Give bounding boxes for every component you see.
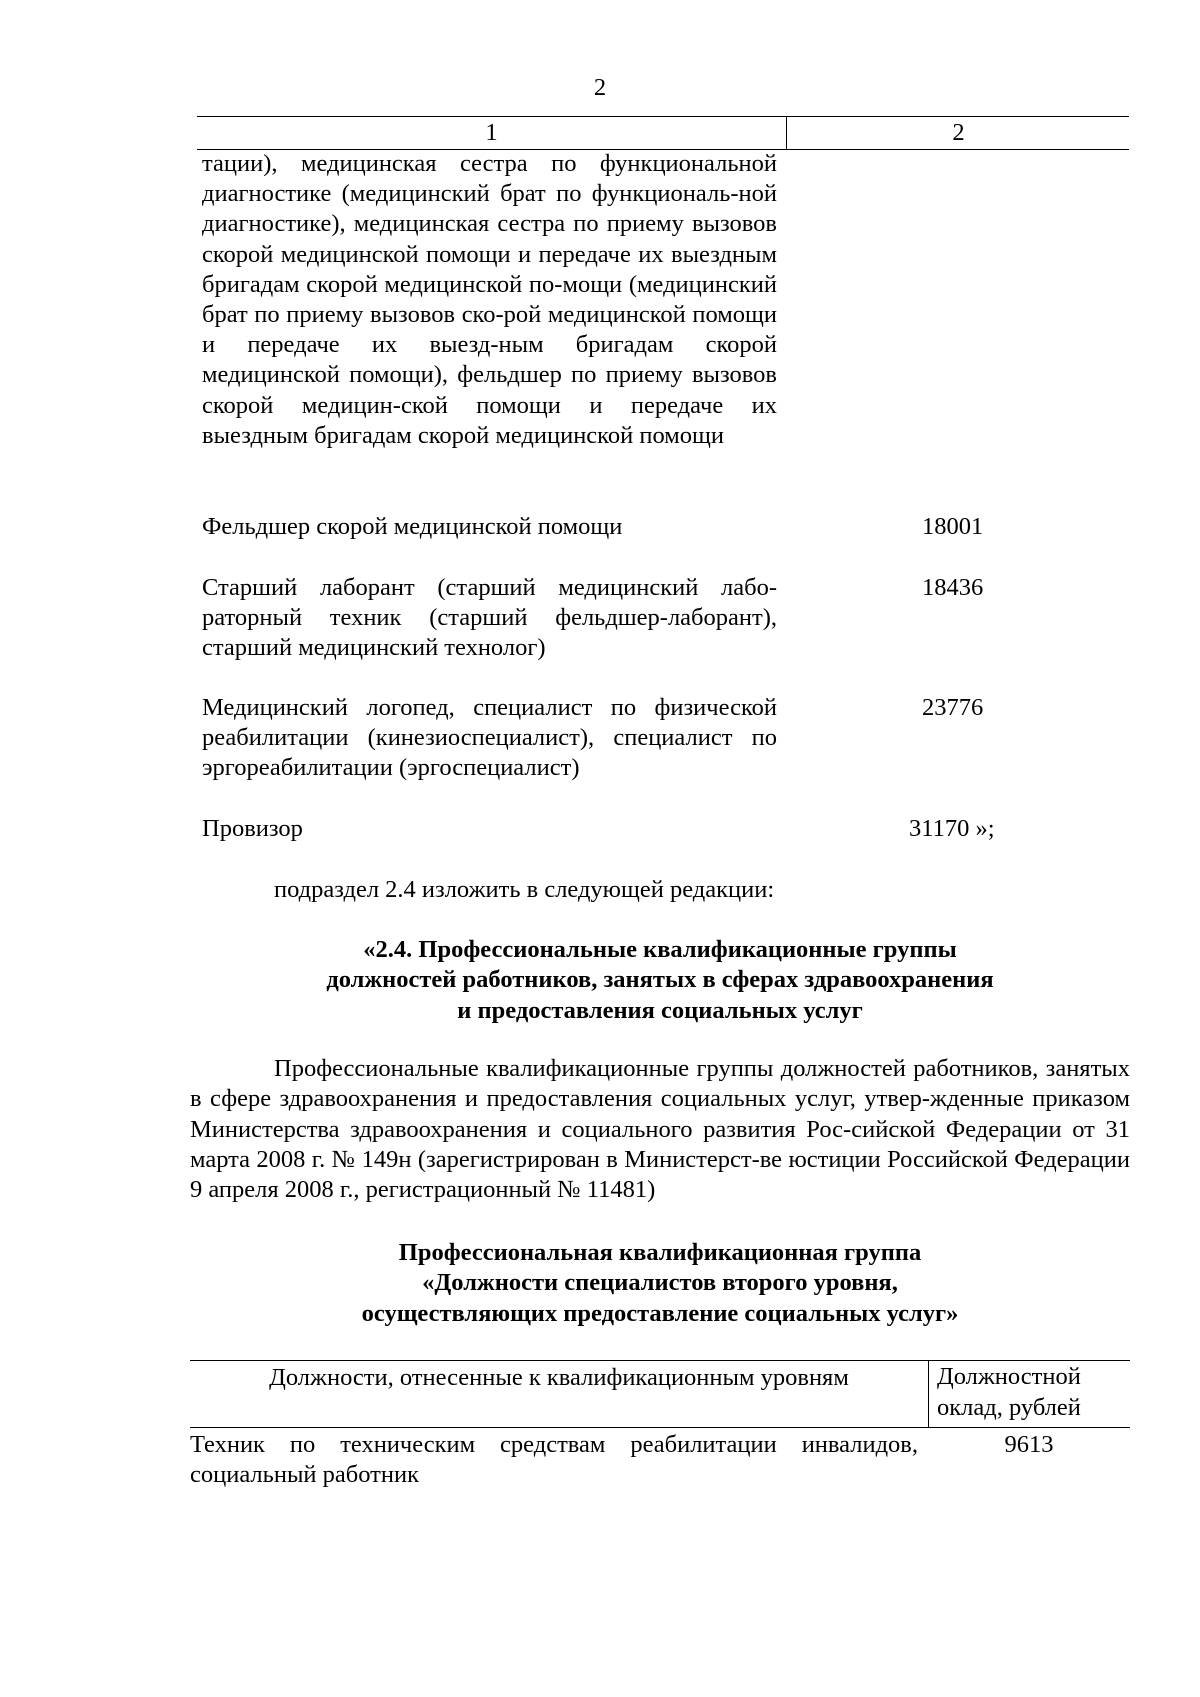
instruction-text: подраздел 2.4 изложить в следующей редакции: bbox=[274, 876, 775, 903]
group-title-line: «Должности специалистов второго уровня, bbox=[422, 1269, 898, 1297]
table1-salary: 31170 »; bbox=[909, 815, 995, 842]
section-title-line: «2.4. Профессиональные квалификационные группы bbox=[363, 936, 957, 963]
section-title-line: должностей работников, занятых в сферах здравоохранения bbox=[326, 966, 994, 994]
table2-header bbox=[190, 1360, 1130, 1428]
table2-position: Техник по техническим средствам реабилитации инвалидов, социальный работник bbox=[190, 1431, 918, 1488]
table2-header-col1: Должности, отнесенные к квалификационным уровням bbox=[269, 1364, 849, 1391]
table1-header-col1: 1 bbox=[485, 119, 498, 146]
table1-salary: 18001 bbox=[922, 513, 984, 540]
table1-salary: 18436 bbox=[922, 574, 984, 601]
table2-salary: 9613 bbox=[1004, 1431, 1054, 1458]
table2 bbox=[190, 1360, 1130, 1498]
table2-header-col2-line: Должностной bbox=[937, 1363, 1081, 1390]
table1-header bbox=[197, 116, 1129, 150]
table2-header-col2 bbox=[928, 1361, 1130, 1427]
table1-salary: 23776 bbox=[922, 694, 984, 721]
body-paragraph: Профессиональные квалификационные группы должностей работников, занятых в сфере здравоохранения и предоставления социальных услуг, утвер-жденные приказом Министерства здравоохранения и социального развития Рос-сийской Федерации от 31 марта 2008 г. № 149н (зарегистрирован в Министерст-ве юстиции Российской Федерации 9 апреля 2008 г., регистрационный № 11481) bbox=[190, 1055, 1130, 1204]
table2-header-col2-line: оклад, рублей bbox=[937, 1394, 1081, 1421]
section-title-line: и предоставления социальных услуг bbox=[457, 996, 863, 1024]
section-title bbox=[190, 935, 1130, 1026]
group-title bbox=[190, 1238, 1130, 1329]
table1-position: Провизор bbox=[202, 815, 303, 842]
table1-position: Фельдшер скорой медицинской помощи bbox=[202, 513, 623, 540]
table2-row bbox=[190, 1428, 1130, 1498]
table1-position: тации), медицинская сестра по функциональной диагностике (медицинский брат по функциональ-ной диагностике), медицинская сестра по приему вызовов скорой медицинской помощи и передаче их выездным бригадам скорой медицинской по-мощи (медицинский брат по приему вызовов ско-рой медицинской помощи и передаче их выезд-ным бригадам скорой медицинской помощи), фельдшер по приему вызовов скорой медицин-ской помощи и передаче их выездным бригадам скорой медицинской помощи bbox=[202, 150, 777, 449]
group-title-line: осуществляющих предоставление социальных услуг» bbox=[361, 1299, 959, 1327]
table1-header-col2: 2 bbox=[786, 117, 1130, 149]
page-number: 2 bbox=[593, 74, 607, 101]
table1-position: Медицинский логопед, специалист по физической реабилитации (кинезиоспециалист), специалист по эргореабилитации (эргоспециалист) bbox=[202, 694, 777, 782]
table1-position: Старший лаборант (старший медицинский лабо-раторный техник (старший фельдшер-лаборант), старший медицинский технолог) bbox=[202, 574, 777, 662]
group-title-line: Профессиональная квалификационная группа bbox=[398, 1239, 922, 1266]
